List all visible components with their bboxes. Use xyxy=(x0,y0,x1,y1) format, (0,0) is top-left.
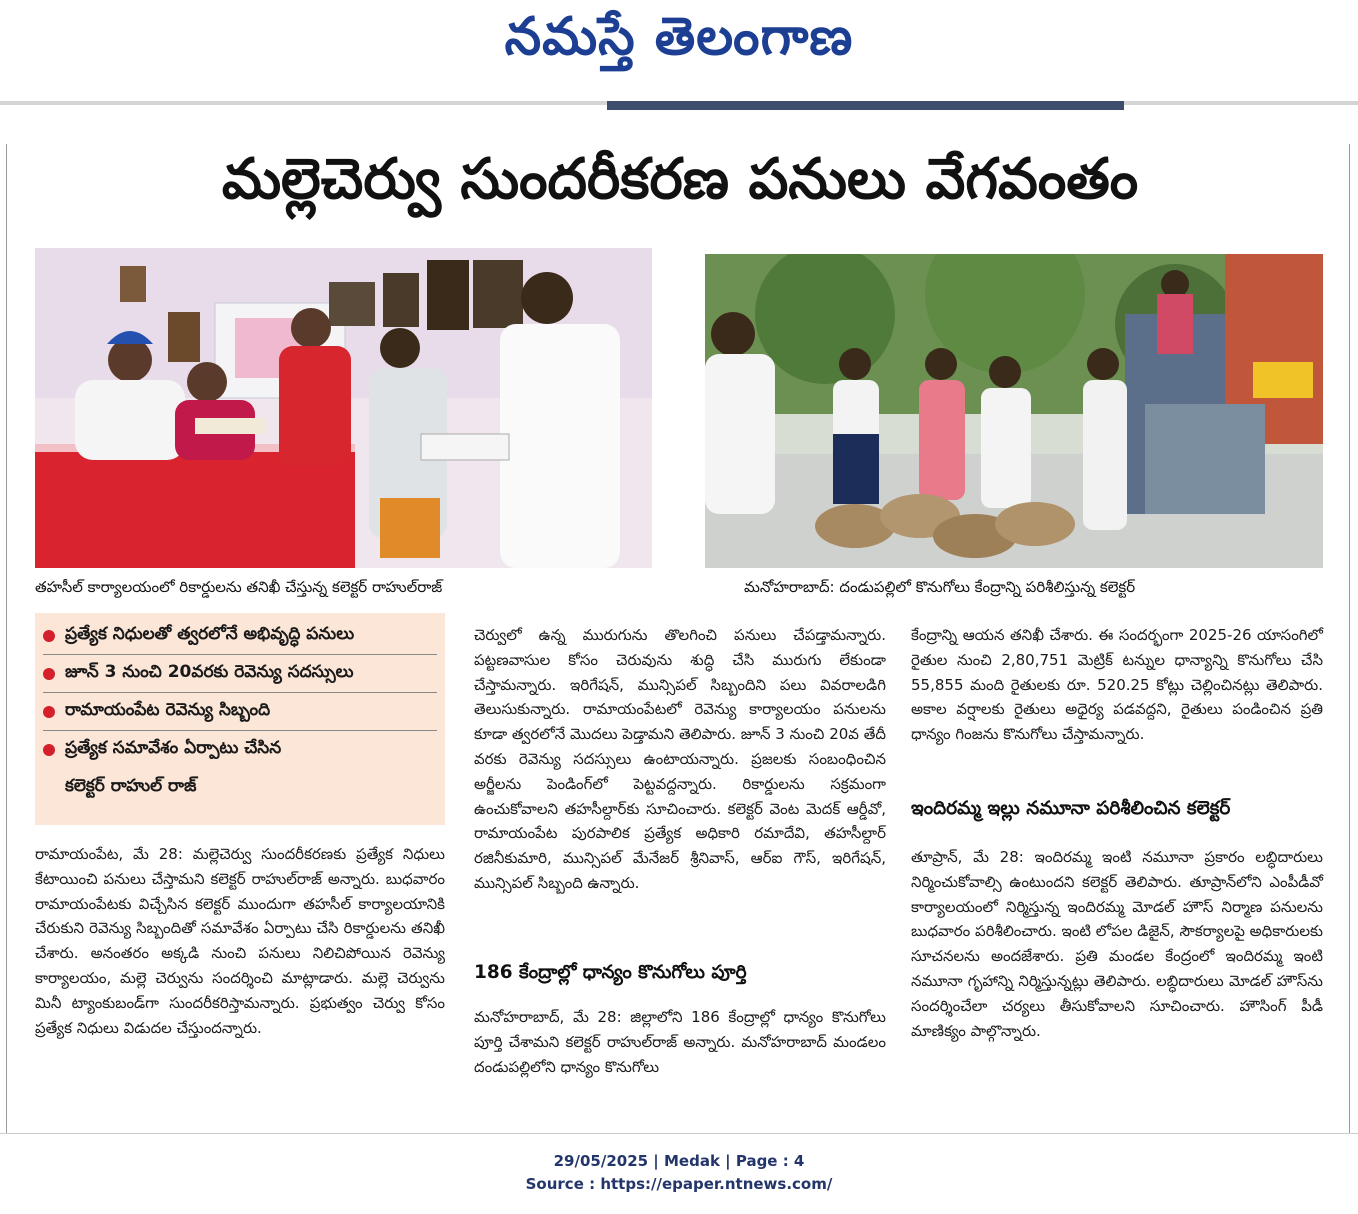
article-headline: మల్లెచెర్వు సుందరీకరణ పనులు వేగవంతం xyxy=(221,147,1139,212)
highlight-item: రామాయంపేట రెవెన్యు సిబ్బంది xyxy=(43,693,437,731)
photo-right-caption: మనోహరాబాద్: దండుపల్లిలో కొనుగోలు కేంద్రాన్ని పరిశీలిస్తున్న కలెక్టర్ xyxy=(744,578,1136,596)
article-column-1 xyxy=(35,842,445,1040)
article-column-2-top xyxy=(474,623,886,896)
masthead-accent-rule xyxy=(607,101,1124,110)
paragraph: కేంద్రాన్ని ఆయన తనిఖీ చేశారు. ఈ సందర్భంగా 2025-26 యాసంగిలో రైతుల నుంచి 2,80,751 మెట్రిక్ టన్నుల ధాన్యాన్ని కొనుగోలు చేసి 55,855 మంది రైతులకు రూ. 520.25 కోట్లు చెల్లించినట్లు తెలిపారు. అకాల వర్షాలకు రైతులు అధైర్య పడవద్దని, రైతులు పండించిన ప్రతి ధాన్యం గింజను కొనుగోలు చేస్తామన్నారు. xyxy=(911,626,1323,744)
photo-right xyxy=(705,254,1323,568)
paragraph: రామాయంపేట, మే 28: మల్లెచెర్వు సుందరీకరణకు ప్రత్యేక నిధులు కేటాయించి పనులు చేస్తామని కలెక్టర్ రాహుల్‌రాజ్ అన్నారు. బుధవారం రామాయంపేటకు విచ్చేసిన కలెక్టర్ ముందుగా తహసీల్ కార్యాలయానికి చేరుకుని రెవెన్యు సిబ్బందితో సమావేశం ఏర్పాటు చేసి రికార్డులను తనిఖీ చేశారు. అనంతరం అక్కడి నుంచి పనులు నిలిచిపోయిన రెవెన్యు కార్యాలయం, మల్లె చెర్వును సందర్శించి మాట్లాడారు. మల్లె చెర్వును మినీ ట్యాంకుబండ్‌గా సుందరీకరిస్తామన్నారు. ప్రభుత్వం చెర్వు కోసం ప్రత్యేక నిధులు విడుదల చేస్తుందన్నారు. xyxy=(35,845,445,1037)
highlights-box xyxy=(35,613,445,825)
masthead xyxy=(0,0,1358,100)
highlight-item: జూన్ 3 నుంచి 20వరకు రెవెన్యు సదస్సులు xyxy=(43,655,437,693)
paragraph: తూప్రాన్, మే 28: ఇందిరమ్మ ఇంటి నమూనా ప్రకారం లబ్ధిదారులు నిర్మించుకోవాల్సి ఉంటుందని కలెక్టర్ తెలిపారు. తూప్రాన్‌లోని ఎంపీడీవో కార్యాలయంలో నిర్మిస్తున్న ఇందిరమ్మ మోడల్ హౌస్ నిర్మాణ పనులను బుధవారం పరిశీలించారు. ఇంటి లోపల డిజైన్, సౌకర్యాలపై అధికారులకు సూచనలను అందజేశారు. ప్రతి మండల కేంద్రంలో ఇందిరమ్మ ఇంటి నమూనా గృహాన్ని నిర్మిస్తున్నట్లు తెలిపారు. లబ్ధిదారులు మోడల్ హౌస్‌ను సందర్శించేలా చర్యలు తీసుకోవాలని సూచించారు. హౌసింగ్ పీడీ మాణిక్యం పాల్గొన్నారు. xyxy=(911,848,1323,1040)
masthead-title: నమస్తే తెలంగాణ xyxy=(504,6,854,67)
bullet-icon xyxy=(43,630,55,642)
highlight-item-continuation: కలెక్టర్ రాహుల్ రాజ్ xyxy=(65,776,197,796)
article-column-3-top xyxy=(911,623,1323,747)
photo-left-caption: తహసీల్ కార్యాలయంలో రికార్డులను తనిఖీ చేస్తున్న కలెక్టర్ రాహుల్‌రాజ్ xyxy=(35,578,443,596)
highlight-item: ప్రత్యేక నిధులతో త్వరలోనే అభివృద్ధి పనులు xyxy=(43,617,437,655)
footer-edition-info: 29/05/2025 | Medak | Page : 4 xyxy=(553,1152,805,1170)
photo-left xyxy=(35,248,652,568)
paragraph: చెర్వులో ఉన్న మురుగును తొలగించి పనులు చేపడ్తామన్నారు. పట్టణవాసుల కోసం చెరువును శుద్ధి చేసి మురుగు లేకుండా చేస్తామన్నారు. ఇరిగేషన్, మున్సిపల్ సిబ్బందిని పలు వివరాలడిగి తెలుసుకున్నారు. రామాయంపేటలో రెవెన్యు కార్యాలయం పనులను కూడా త్వరలోనే మొదలు పెడ్తామని తెలిపారు. జూన్ 3 నుంచి 20వ తేదీ వరకు రెవెన్యు సదస్సులు ఉంటాయన్నారు. ప్రజలకు సంబంధించిన అర్జీలను పెండింగ్‌లో పెట్టవద్దన్నారు. రికార్డులను సక్రమంగా ఉంచుకోవాలని తహసీల్దార్‌కు సూచించారు. కలెక్టర్ వెంట మెదక్ ఆర్డీవో, రామాయంపేట పురపాలిక ప్రత్యేక అధికారి రమాదేవి, తహసీల్దార్ రజినీకుమారి, మున్సిపల్ మేనేజర్ శ్రీనివాస్, ఆర్‌ఐ గౌస్, ఇరిగేషన్, మున్సిపల్ సిబ్బంది ఉన్నారు. xyxy=(474,626,886,892)
footer-source-link[interactable]: Source : https://epaper.ntnews.com/ xyxy=(525,1175,833,1193)
highlight-item: ప్రత్యేక సమావేశం ఏర్పాటు చేసిన xyxy=(43,731,437,769)
bullet-icon xyxy=(43,706,55,718)
bullet-icon xyxy=(43,744,55,756)
paragraph: మనోహరాబాద్, మే 28: జిల్లాలోని 186 కేంద్రాల్లో ధాన్యం కొనుగోలు పూర్తి చేశామని కలెక్టర్ రాహుల్‌రాజ్ అన్నారు. మనోహరాబాద్ మండలం దండుపల్లిలోని ధాన్యం కొనుగోలు xyxy=(474,1008,886,1076)
subheading-paddy-procurement: 186 కేంద్రాల్లో ధాన్యం కొనుగోలు పూర్తి xyxy=(474,962,747,983)
footer-rule xyxy=(0,1133,1358,1134)
article-column-2-bottom xyxy=(474,1005,886,1079)
bullet-icon xyxy=(43,668,55,680)
subheading-indiramma-house: ఇందిరమ్మ ఇల్లు నమూనా పరిశీలించిన కలెక్టర్ xyxy=(911,798,1231,819)
article-column-3-bottom xyxy=(911,845,1323,1043)
